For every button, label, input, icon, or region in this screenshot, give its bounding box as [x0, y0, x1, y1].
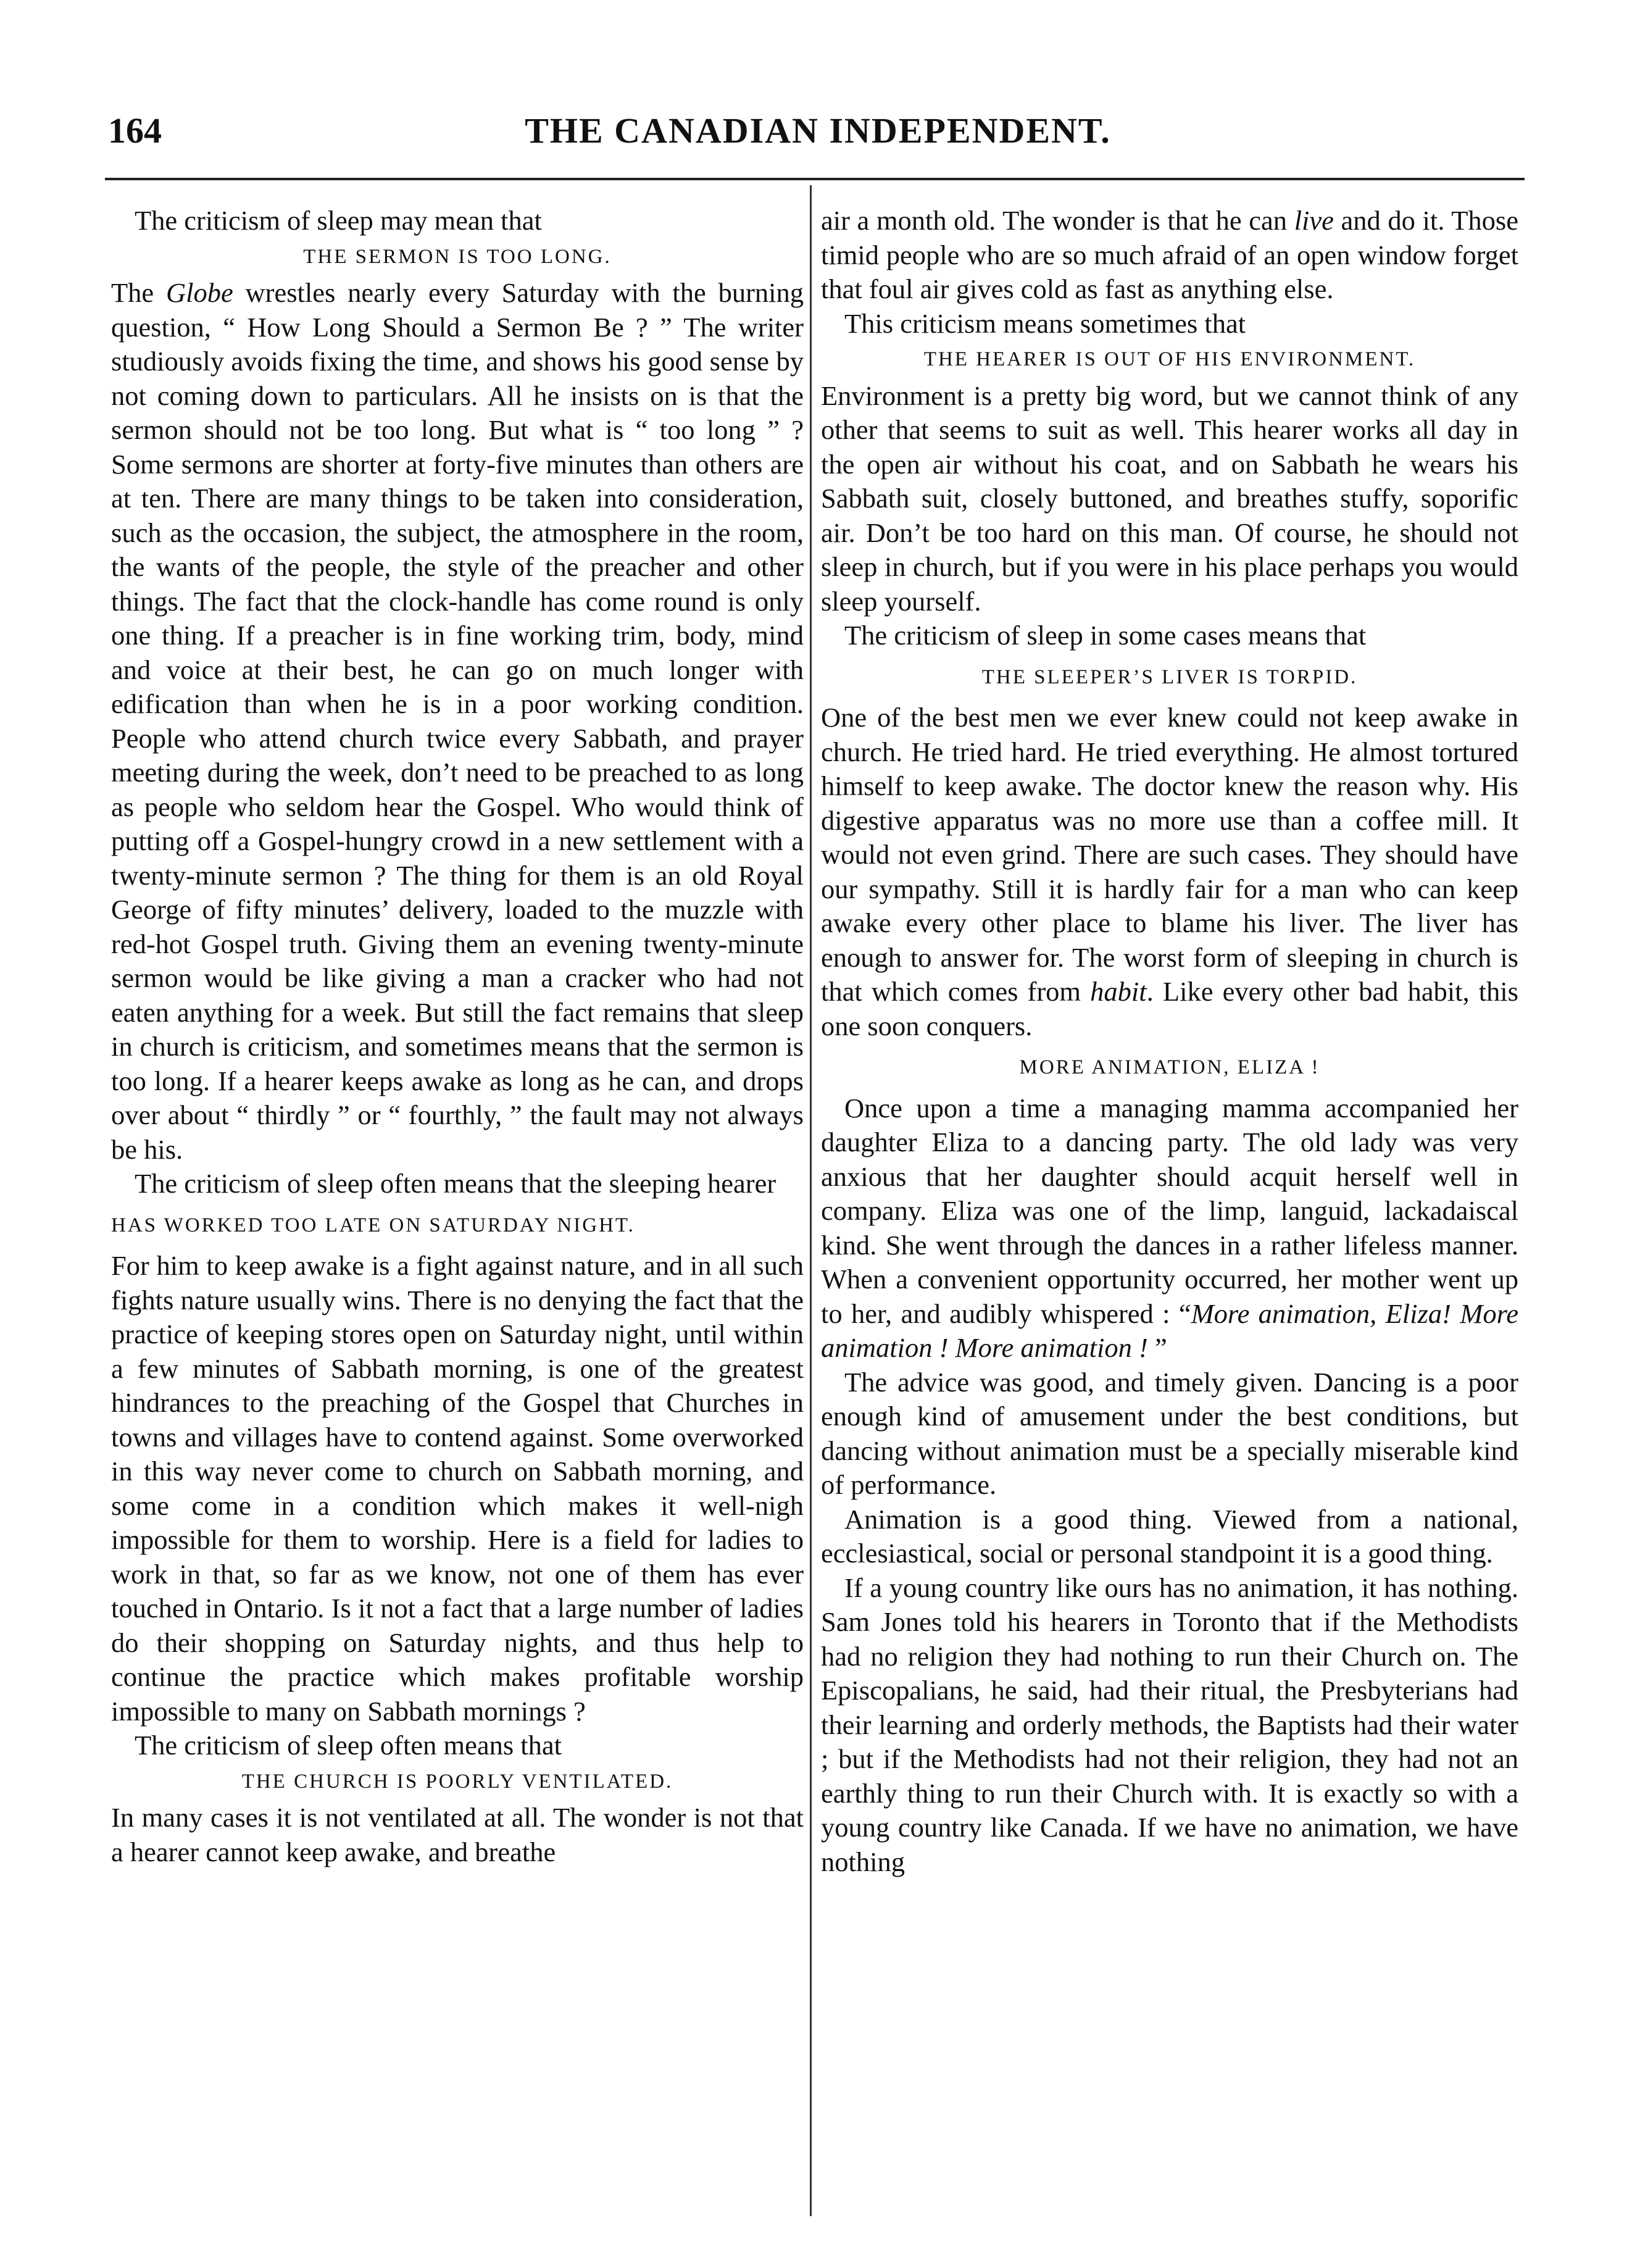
- paragraph: The criticism of sleep often means that: [135, 1730, 562, 1761]
- paragraph: The criticism of sleep in some cases means that: [844, 620, 1367, 651]
- paragraph: [111, 276, 804, 1167]
- paragraph: Environment is a pretty big word, but we cannot think of any other that seems to suit as well. This hearer works all day in the open air without his coat, and on Sabbath he wears his Sabbath suit, closely buttoned, and breathes stuffy, soporific air. Don’t be too hard on this man. Of course, he should not sleep in church, but if you were in his place perhaps you would sleep yourself.: [821, 380, 1518, 617]
- section-heading: THE CHURCH IS POORLY VENTILATED.: [241, 1770, 673, 1793]
- column-divider: [810, 185, 812, 2216]
- paragraph: The advice was good, and timely given. Dancing is a poor enough kind of amusement under the best conditions, but dancing without animation must be a specially miserable kind of performance.: [821, 1366, 1518, 1500]
- text-run: wrestles nearly every Saturday with the burning question, “ How Long Should a Sermon Be ? ” The writer studiously avoids fixing the time, and shows his good sense by not coming down to particulars. All he insists on is that the sermon should not be too long. But what is “ too long ” ? Some sermons are shorter at forty-five minutes than others are at ten. There are many things to be taken into consideration, such as the occasion, the subject, the atmosphere in the room, the wants of the people, the style of the preacher and other things. The fact that the clock-handle has come round is only one thing. If a preacher is in fine working trim, body, mind and voice at their best, he can go on much longer with edification than when he is in a poor working condition. People who attend church twice every Sabbath, and prayer meeting during the week, don’t need to be preached to as long as people who seldom hear the Gospel. Who would think of putting off a Gospel-hungry crowd in a new settlement with a twenty-minute sermon ? The thing for them is an old Royal George of fifty minutes’ delivery, loaded to the muzzle with red-hot Gospel truth. Giving them an evening twenty-minute sermon would be like giving a man a cracker who had not eaten anything for a week. But still the fact remains that sleep in church is criticism, and sometimes means that the sermon is too long. If a hearer keeps awake as long as he can, and drops over about “ thirdly ” or “ fourthly, ” the fault may not always be his.: [111, 277, 804, 1165]
- text-run: Once upon a time a managing mamma accompanied her daughter Eliza to a dancing party. The old lady was very anxious that her daughter should acquit herself well in company. Eliza was one of the limp, languid, lackadaiscal kind. She went through the dances in a rather lifeless manner. When a convenient opportunity occurred, her mother went up to her, and audibly whispered : “: [821, 1092, 1518, 1329]
- paragraph: This criticism means sometimes that: [844, 307, 1246, 339]
- paragraph: The criticism of sleep may mean that: [135, 205, 542, 236]
- text-run: air a month old. The wonder is that he can: [821, 205, 1294, 236]
- section-heading: THE SLEEPER’S LIVER IS TORPID.: [981, 665, 1358, 688]
- paragraph: The criticism of sleep often means that the sleeping hearer: [135, 1168, 776, 1199]
- paragraph: [821, 1091, 1518, 1365]
- section-heading: THE HEARER IS OUT OF HIS ENVIRONMENT.: [923, 348, 1416, 370]
- paragraph: Animation is a good thing. Viewed from a national, ecclesiastical, social or personal standpoint it is a good thing.: [821, 1503, 1518, 1569]
- section-heading: HAS WORKED TOO LATE ON SATURDAY NIGHT.: [111, 1214, 635, 1236]
- paragraph: In many cases it is not ventilated at all. The wonder is not that a hearer cannot keep awake, and breathe: [111, 1802, 804, 1867]
- text-run: One of the best men we ever knew could not keep awake in church. He tried hard. He tried everything. He almost tortured himself to keep awake. The doctor knew the reason why. His digestive apparatus was no more use than a coffee mill. It would not even grind. There are such cases. They should have our sympathy. Still it is hardly fair for a man who can keep awake every other place to blame his liver. The liver has enough to answer for. The worst form of sleeping in church is that which comes from: [821, 702, 1518, 1007]
- section-heading: THE SERMON IS TOO LONG.: [303, 245, 612, 268]
- text-run: ”: [1147, 1332, 1167, 1363]
- text-run: . Like every other bad habit, this one soon conquers.: [821, 976, 1518, 1041]
- text-run: The: [111, 277, 166, 308]
- running-title: THE CANADIAN INDEPENDENT.: [525, 110, 1111, 151]
- header-rule: [105, 178, 1525, 180]
- text-run: and do it. Those timid people who are so much afraid of an open window forget that foul air gives cold as fast as anything else.: [821, 205, 1518, 304]
- paragraph: [821, 701, 1518, 1043]
- italic-text: More animation, Eliza! More animation ! More animation !: [821, 1298, 1519, 1363]
- section-heading: MORE ANIMATION, ELIZA !: [1019, 1056, 1320, 1078]
- italic-text: habit: [1090, 976, 1147, 1007]
- paragraph: If a young country like ours has no animation, it has nothing. Sam Jones told his hearers in Toronto that if the Methodists had no religion they had nothing to run their Church on. The Episcopalians, he said, had their ritual, the Presbyterians had their learning and orderly methods, the Baptists had their water ; but if the Methodists had not their religion, they had not an earthly thing to run their Church with. It is exactly so with a young country like Canada. If we have no animation, we have nothing: [821, 1572, 1518, 1877]
- italic-text: live: [1294, 205, 1334, 236]
- page-number: 164: [108, 110, 162, 151]
- paragraph: For him to keep awake is a fight against nature, and in all such fights nature usually wins. There is no denying the fact that the practice of keeping stores open on Saturday night, until within a few minutes of Sabbath morning, is one of the greatest hindrances to the preaching of the Gospel that Churches in towns and villages have to contend against. Some overworked in this way never come to church on Sabbath morning, and some come in a condition which makes it well-nigh impossible for them to worship. Here is a field for ladies to work in that, so far as we know, not one of them has ever touched in Ontario. Is it not a fact that a large number of ladies do their shopping on Saturday nights, and thus help to continue the practice which makes profitable worship impossible to many on Sabbath mornings ?: [111, 1250, 804, 1727]
- right-column: [821, 204, 1518, 1879]
- italic-text: Globe: [165, 277, 233, 308]
- paragraph: [821, 204, 1518, 307]
- left-column: [111, 204, 804, 1869]
- page-header: [108, 105, 1528, 173]
